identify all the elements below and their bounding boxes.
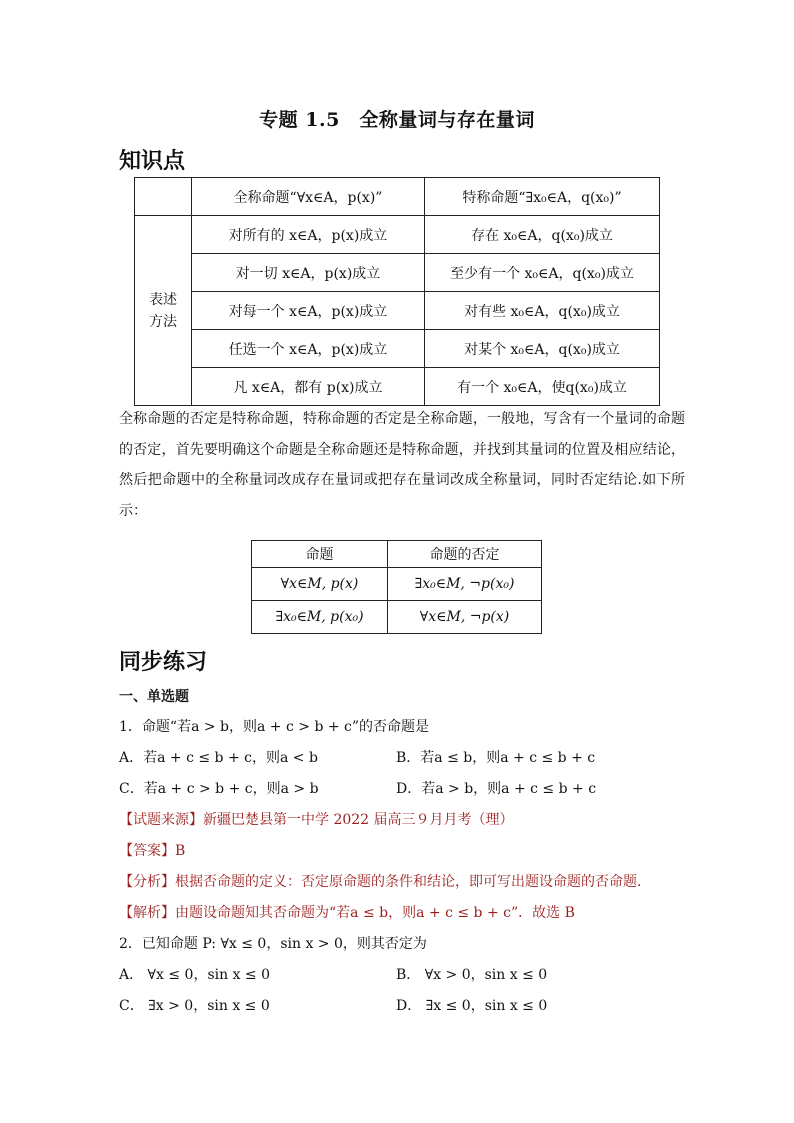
table-cell: 对某个 x₀∈A，q(x₀)成立 — [425, 330, 660, 368]
question-1-option-c: C．若a + c > b + c，则a > b — [119, 781, 319, 797]
table-cell: ∀x∈M, p(x) — [252, 568, 388, 601]
question-2-option-c: C． ∃x > 0，sin x ≤ 0 — [119, 998, 270, 1014]
table-cell — [135, 178, 192, 216]
question-2-stem: 2．已知命题 P: ∀x ≤ 0，sin x > 0，则其否定为 — [119, 936, 427, 952]
explanation-paragraph: 全称命题的否定是特称命题，特称命题的否定是全称命题，一般地，写含有一个量词的命题的否定，首先要明确这个命题是全称命题还是特称命题，并找到其量词的位置及相应结论，然后把命题中的全称量词改成存在量词或把存在量词改成全称量词，同时否定结论.如下所示： — [119, 411, 685, 519]
question-1-answer: 【答案】B — [119, 843, 186, 859]
section-heading-practice: 同步练习 — [119, 650, 208, 675]
table-row — [252, 601, 542, 634]
question-1-option-a: A．若a + c ≤ b + c，则a < b — [119, 750, 318, 766]
subsection-heading: 一、单选题 — [119, 689, 189, 705]
table-cell: 对每一个 x∈A，p(x)成立 — [192, 292, 425, 330]
table-cell: 凡 x∈A，都有 p(x)成立 — [192, 368, 425, 406]
table-row — [135, 330, 660, 368]
row-label: 表述方法 — [149, 291, 177, 330]
question-1-option-d: D．若a > b，则a + c ≤ b + c — [396, 781, 597, 797]
table-cell: 至少有一个 x₀∈A，q(x₀)成立 — [425, 254, 660, 292]
table-cell: 有一个 x₀∈A，使q(x₀)成立 — [425, 368, 660, 406]
table-cell: 对有些 x₀∈A，q(x₀)成立 — [425, 292, 660, 330]
negation-table — [251, 540, 542, 634]
question-1-analysis: 【分析】根据否命题的定义：否定原命题的条件和结论，即可写出题设命题的否命题． — [119, 874, 651, 890]
table-row — [135, 216, 660, 254]
row-label-cell — [135, 216, 192, 406]
table-cell: ∃x₀∈M, p(x₀) — [252, 601, 388, 634]
table-header-cell: 全称命题“∀x∈A，p(x)” — [192, 178, 425, 216]
table-cell: 对一切 x∈A，p(x)成立 — [192, 254, 425, 292]
table-cell: ∃x₀∈M, ¬p(x₀) — [388, 568, 542, 601]
question-1-solution: 【解析】由题设命题知其否命题为“若a ≤ b，则a + c ≤ b + c”．故选 B — [119, 905, 575, 921]
question-1-stem: 1．命题“若a > b，则a + c > b + c”的否命题是 — [119, 719, 430, 735]
table-cell: 对所有的 x∈A，p(x)成立 — [192, 216, 425, 254]
question-1-option-b: B．若a ≤ b，则a + c ≤ b + c — [396, 750, 596, 766]
table-row — [135, 292, 660, 330]
table-header-cell: 特称命题“∃x₀∈A，q(x₀)” — [425, 178, 660, 216]
page-title: 专题 1.5 全称量词与存在量词 — [259, 109, 535, 131]
question-1-source: 【试题来源】新疆巴楚县第一中学 2022 届高三９月月考（理） — [119, 812, 514, 828]
table-header-cell: 命题 — [252, 541, 388, 568]
quantifier-table — [134, 177, 660, 406]
question-2-option-b: B． ∀x > 0，sin x ≤ 0 — [396, 967, 548, 983]
table-row — [252, 568, 542, 601]
table-row — [252, 541, 542, 568]
table-row — [135, 254, 660, 292]
table-row — [135, 178, 660, 216]
table-cell: 存在 x₀∈A，q(x₀)成立 — [425, 216, 660, 254]
question-2-option-a: A． ∀x ≤ 0，sin x ≤ 0 — [119, 967, 271, 983]
table-cell: 任选一个 x∈A，p(x)成立 — [192, 330, 425, 368]
question-2-option-d: D． ∃x ≤ 0，sin x ≤ 0 — [396, 998, 548, 1014]
table-row — [135, 368, 660, 406]
table-header-cell: 命题的否定 — [388, 541, 542, 568]
section-heading-knowledge: 知识点 — [119, 149, 186, 174]
table-cell: ∀x∈M, ¬p(x) — [388, 601, 542, 634]
